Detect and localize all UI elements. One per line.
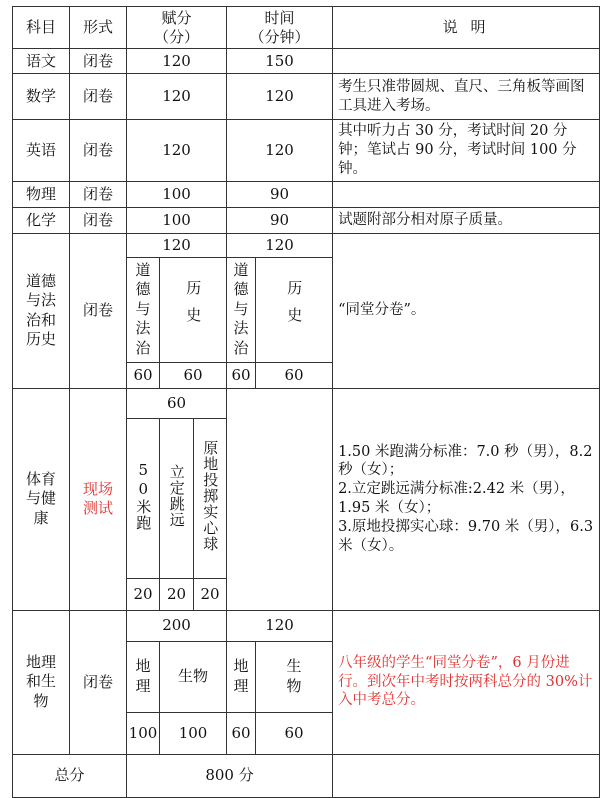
ethics-time-sub2: 历史 [256, 257, 333, 362]
english-score: 120 [127, 120, 227, 182]
ethics-history-time-total: 120 [227, 233, 333, 257]
header-note: 说 明 [333, 7, 600, 49]
pe-subject: 体育与健康 [13, 388, 70, 610]
math-subject: 数学 [13, 74, 70, 120]
header-subject: 科目 [13, 7, 70, 49]
ethics-score-sub1: 道德与法治 [127, 257, 160, 362]
row-ethics-history-totals [13, 233, 600, 257]
physics-score: 100 [127, 181, 227, 207]
math-note: 考生只准带圆规、直尺、三角板等画图工具进入考场。 [333, 74, 600, 120]
ethics-history-subject: 道德与法治和历史 [13, 233, 70, 388]
geo-bio-score-total: 200 [127, 610, 227, 641]
ethics-time-2: 60 [256, 362, 333, 388]
header-score: 赋分 （分） [127, 7, 227, 49]
row-chemistry [13, 207, 600, 233]
geo-score-value: 100 [127, 712, 160, 754]
physics-note [333, 181, 600, 207]
chinese-note [333, 49, 600, 74]
row-math [13, 74, 600, 120]
header-form: 形式 [70, 7, 127, 49]
chemistry-note: 试题附部分相对原子质量。 [333, 207, 600, 233]
chinese-score: 120 [127, 49, 227, 74]
english-subject: 英语 [13, 120, 70, 182]
pe-time-empty [227, 388, 333, 610]
geo-time-value: 60 [227, 712, 256, 754]
total-value: 800 分 [127, 754, 333, 797]
chemistry-form: 闭卷 [70, 207, 127, 233]
geo-bio-form: 闭卷 [70, 610, 127, 754]
physics-time: 90 [227, 181, 333, 207]
pe-note: 1.50 米跑满分标准：7.0 秒（男），8.2 秒（女）； 2.立定跳远满分标准:2.42 米（男），1.95 米（女）； 3.原地投掷实心球：9.70 米（男），6.3 米（女）。 [333, 388, 600, 610]
bio-score-label: 生物 [160, 641, 227, 712]
english-time: 120 [227, 120, 333, 182]
ethics-history-note: “同堂分卷”。 [333, 233, 600, 388]
physics-form: 闭卷 [70, 181, 127, 207]
pe-item-2: 立定跳远 [160, 418, 194, 578]
total-note-empty [333, 754, 600, 797]
geo-bio-subject: 地理和生物 [13, 610, 70, 754]
geo-score-label: 地理 [127, 641, 160, 712]
row-english [13, 120, 600, 182]
pe-score-2: 20 [160, 578, 194, 610]
header-time: 时间 （分钟） [227, 7, 333, 49]
chemistry-time: 90 [227, 207, 333, 233]
math-time: 120 [227, 74, 333, 120]
ethics-history-form: 闭卷 [70, 233, 127, 388]
row-chinese [13, 49, 600, 74]
row-pe-total [13, 388, 600, 418]
table-header-row [13, 7, 600, 49]
chemistry-subject: 化学 [13, 207, 70, 233]
bio-time-value: 60 [256, 712, 333, 754]
row-physics [13, 181, 600, 207]
pe-score-3: 20 [194, 578, 227, 610]
english-form: 闭卷 [70, 120, 127, 182]
pe-form: 现场测试 [70, 388, 127, 610]
pe-score-total: 60 [127, 388, 227, 418]
pe-score-1: 20 [127, 578, 160, 610]
chinese-subject: 语文 [13, 49, 70, 74]
english-note: 其中听力占 30 分，考试时间 20 分钟；笔试占 90 分，考试时间 100 分钟。 [333, 120, 600, 182]
row-geo-bio-totals [13, 610, 600, 641]
math-form: 闭卷 [70, 74, 127, 120]
geo-bio-time-total: 120 [227, 610, 333, 641]
math-score: 120 [127, 74, 227, 120]
bio-score-value: 100 [160, 712, 227, 754]
chinese-time: 150 [227, 49, 333, 74]
pe-item-3: 原地投掷实心球 [194, 418, 227, 578]
pe-item-1: 50米跑 [127, 418, 160, 578]
geo-time-label: 地理 [227, 641, 256, 712]
ethics-time-sub1: 道德与法治 [227, 257, 256, 362]
total-label: 总分 [13, 754, 127, 797]
ethics-score-sub2: 历史 [160, 257, 227, 362]
exam-schedule-table [12, 6, 600, 798]
ethics-history-score-total: 120 [127, 233, 227, 257]
chinese-form: 闭卷 [70, 49, 127, 74]
physics-subject: 物理 [13, 181, 70, 207]
row-total [13, 754, 600, 797]
geo-bio-note: 八年级的学生“同堂分卷”，6 月份进行。到次年中考时按两科总分的 30%计入中考总分。 [333, 610, 600, 754]
ethics-time-1: 60 [227, 362, 256, 388]
ethics-score-2: 60 [160, 362, 227, 388]
ethics-score-1: 60 [127, 362, 160, 388]
chemistry-score: 100 [127, 207, 227, 233]
bio-time-label: 生物 [256, 641, 333, 712]
